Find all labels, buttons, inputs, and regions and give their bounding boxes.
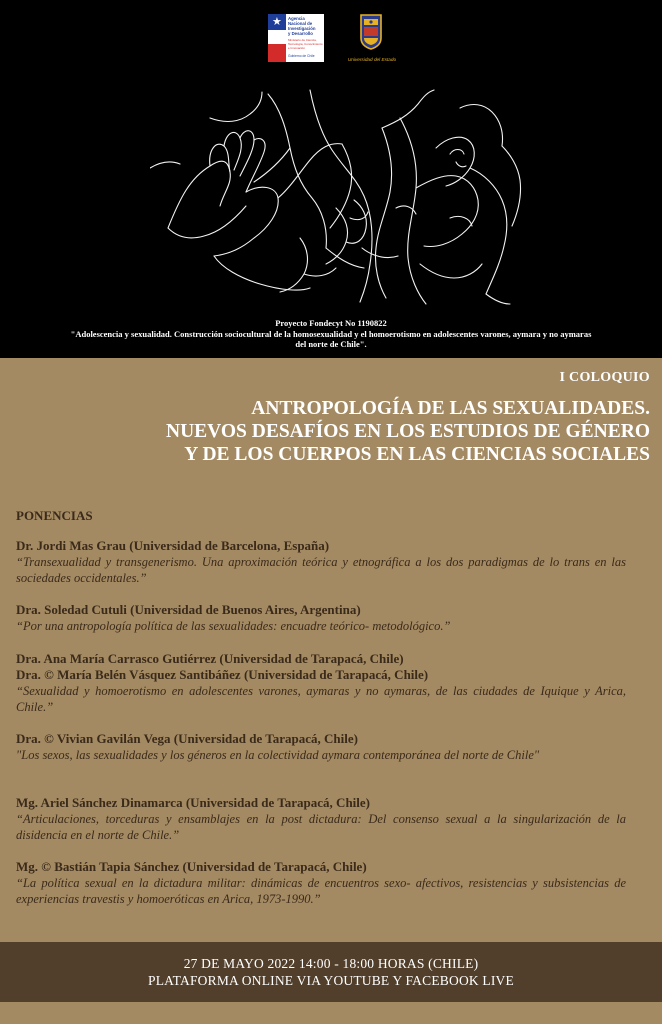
event-datetime: 27 DE MAYO 2022 14:00 - 18:00 HORAS (CHILE) [183,956,479,971]
talk-speaker: Dra. Soledad Cutuli (Universidad de Buenos Aires, Argentina) [16,602,361,617]
anid-logo [268,14,326,64]
event-title-line: NUEVOS DESAFÍOS EN LOS ESTUDIOS DE GÉNERO [166,421,650,442]
event-title [10,397,650,466]
project-caption [66,318,596,350]
ponencias-heading: PONENCIAS [16,508,93,523]
talk-item [16,538,626,586]
project-description: "Adolescencia y sexualidad. Construcción sociocultural de la homosexualidad y el homoerotismo en adolescentes varones, aymara y no aymaras del norte de Chile". [70,328,592,349]
header-artwork-panel [0,0,662,358]
line-art-illustration [150,88,530,313]
talk-title: “Por una antropología política de las sexualidades: encuadre teórico- metodológico.” [16,619,451,633]
talk-title: “Articulaciones, torceduras y ensamblajes en la post dictadura: Del consenso sexual a la singularización de la disidencia en el norte de Chile.” [16,812,626,842]
talk-speaker: Mg. © Bastián Tapia Sánchez (Universidad de Tarapacá, Chile) [16,859,367,874]
event-title-line: ANTROPOLOGÍA DE LAS SEXUALIDADES. [251,398,650,419]
talk-title: “Sexualidad y homoerotismo en adolescentes varones, aymaras y no aymaras, de las ciudades de Iquique y Arica, Chile.” [16,684,626,714]
talk-title: “Transexualidad y transgenerismo. Una aproximación teórica y etnográfica a los dos paradigmas de lo trans en las sociedades occidentales.” [16,555,626,585]
event-edition: I COLOQUIO [559,370,650,385]
event-title-line: Y DE LOS CUERPOS EN LAS CIENCIAS SOCIALES [184,444,650,465]
chile-flag-icon: ★ [268,14,286,62]
talk-title: “La política sexual en la dictadura militar: dinámicas de encuentros sexo- afectivos, resistencias y subsistencias de experiencias travestis y homoeróticas en Arica, 1973-1990.” [16,876,626,906]
talk-speaker: Dra. © Vivian Gavilán Vega (Universidad de Tarapacá, Chile) [16,731,358,746]
university-shield-icon [360,14,382,50]
talk-item [16,859,626,907]
project-code: Proyecto Fondecyt No 1190822 [275,318,387,328]
talk-speaker: Dra. Ana María Carrasco Gutiérrez (Universidad de Tarapacá, Chile) [16,651,404,666]
talk-item [16,795,626,843]
bottom-margin [0,1002,662,1024]
university-logo [340,14,404,68]
talk-item [16,602,450,634]
talk-title: "Los sexos, las sexualidades y los géneros en la colectividad aymara contemporánea del norte de Chile" [16,748,540,762]
talk-item [16,651,626,715]
talk-speaker: Mg. Ariel Sánchez Dinamarca (Universidad de Tarapacá, Chile) [16,795,371,810]
logo-bar [0,14,662,70]
anid-name: Agencia Nacional de Investigación y Desarrollo [288,16,316,36]
anid-ministry: Ministerio de Ciencia, Tecnología, Conocimiento e Innovación [288,38,323,50]
talk-speaker: Dra. © María Belén Vásquez Santibáñez (Universidad de Tarapacá, Chile) [16,667,429,682]
anid-government: Gobierno de Chile [288,54,315,58]
university-name: Universidad del Estado [347,57,397,62]
talk-item [16,731,539,763]
event-platform: PLATAFORMA ONLINE VIA YOUTUBE Y FACEBOOK LIVE [148,973,514,988]
event-details-band [0,942,662,1002]
talk-speaker: Dr. Jordi Mas Grau (Universidad de Barcelona, España) [16,538,330,553]
